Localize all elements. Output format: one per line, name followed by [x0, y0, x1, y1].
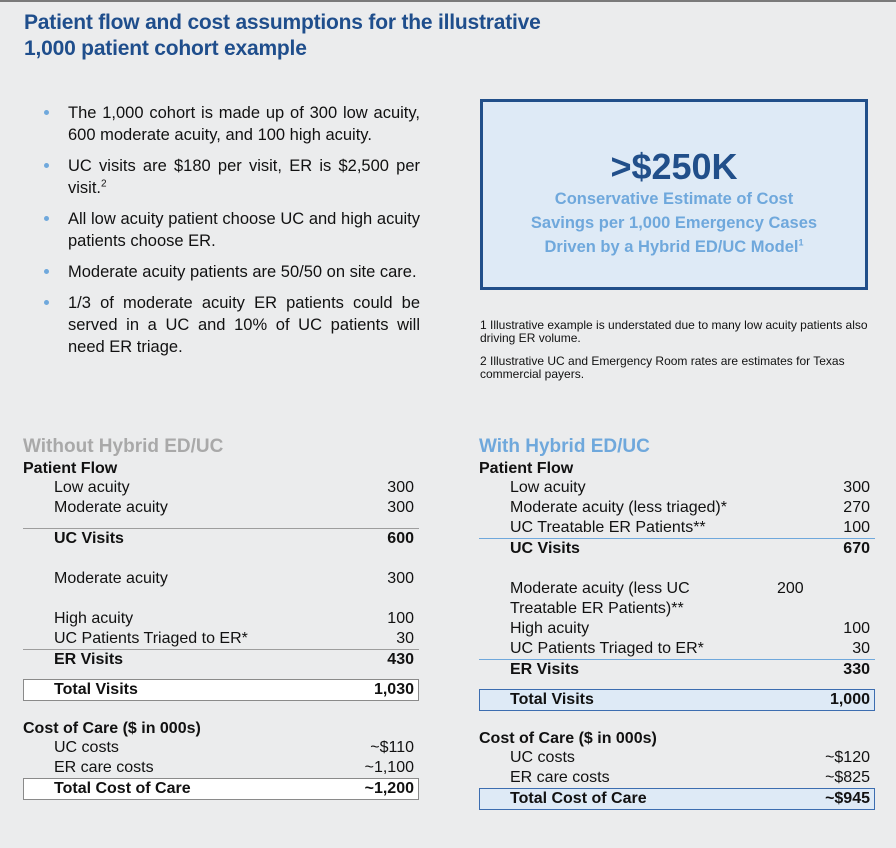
- row-value: ~1,100: [364, 759, 414, 776]
- bullet-icon: [44, 300, 49, 305]
- list-item: [38, 261, 420, 283]
- footnote-2: 2 Illustrative UC and Emergency Room rates are estimates for Texas commercial payers.: [480, 354, 845, 381]
- bullet-text: 1/3 of moderate acuity ER patients could be served in a UC and 10% of UC patients will need ER triage.: [68, 294, 420, 356]
- total-cost-row: [479, 788, 875, 810]
- row-label: Total Cost of Care: [54, 780, 191, 797]
- row-label: High acuity: [510, 620, 590, 637]
- savings-callout: [480, 99, 868, 290]
- bullet-text: All low acuity patient choose UC and high acuity patients choose ER.: [68, 210, 420, 250]
- total-cost-row: [23, 778, 419, 800]
- list-item: [38, 155, 420, 199]
- row-label: Low acuity: [54, 479, 130, 496]
- row-label: ER Visits: [54, 651, 124, 668]
- uc-visits-row: [23, 528, 419, 549]
- row-label: Moderate acuity (less UC Treatable ER Patients)**: [510, 580, 690, 617]
- bullet-text: Moderate acuity patients are 50/50 on site care.: [68, 263, 417, 281]
- cost-heading: Cost of Care ($ in 000s): [479, 730, 657, 747]
- footnote-ref: 2: [101, 178, 107, 190]
- cost-heading: Cost of Care ($ in 000s): [23, 720, 201, 737]
- row-value: 30: [852, 640, 870, 657]
- row-value: 200: [777, 580, 804, 597]
- footnote-1: 1 Illustrative example is understated due to many low acuity patients also driving ER volume.: [480, 318, 868, 345]
- row-label: Low acuity: [510, 479, 586, 496]
- row-label: Moderate acuity: [54, 570, 168, 587]
- table-row: [479, 478, 875, 498]
- page-title: [24, 10, 624, 62]
- row-value: ~$825: [825, 769, 870, 786]
- bullet-icon: [44, 216, 49, 221]
- row-label: Total Cost of Care: [510, 790, 647, 807]
- row-label: Moderate acuity (less triaged)*: [510, 499, 727, 516]
- row-value: 1,030: [373, 681, 414, 698]
- list-item: [38, 292, 420, 358]
- savings-desc-2: Savings per 1,000 Emergency Cases: [530, 214, 818, 232]
- table-row: [23, 569, 419, 589]
- row-label: UC Patients Triaged to ER*: [510, 640, 704, 657]
- uc-visits-row: [479, 538, 875, 559]
- row-label: UC Treatable ER Patients**: [510, 519, 706, 536]
- without-hybrid-panel: [23, 436, 419, 800]
- row-value: 100: [387, 610, 414, 627]
- row-value: 270: [843, 499, 870, 516]
- table-row: [23, 758, 419, 778]
- bullet-icon: [44, 110, 49, 115]
- row-value: 100: [843, 519, 870, 536]
- row-value: 300: [387, 570, 414, 587]
- row-value: ~$120: [825, 749, 870, 766]
- savings-desc-3: [483, 236, 865, 258]
- title-line-1: Patient flow and cost assumptions for the illustrative: [24, 11, 541, 34]
- patient-flow-heading: Patient Flow: [23, 460, 118, 477]
- table-row: [479, 619, 875, 639]
- list-item: [38, 102, 420, 146]
- row-value: 30: [396, 630, 414, 647]
- row-value: ~1,200: [364, 780, 414, 797]
- bullet-text: UC visits are $180 per visit, ER is $2,500 per visit.: [68, 157, 420, 197]
- row-label: UC Patients Triaged to ER*: [54, 630, 248, 647]
- row-label: Total Visits: [510, 691, 594, 708]
- total-visits-row: [23, 679, 419, 701]
- panel-title: With Hybrid ED/UC: [479, 436, 650, 457]
- table-row: [23, 498, 419, 518]
- footnotes: [480, 319, 880, 391]
- row-label: UC costs: [510, 749, 575, 766]
- er-visits-row: [479, 659, 875, 680]
- top-rule: [0, 0, 896, 2]
- row-value: ~$945: [825, 790, 870, 807]
- table-row: [479, 518, 875, 538]
- bullet-icon: [44, 163, 49, 168]
- patient-flow-heading: Patient Flow: [479, 460, 574, 477]
- footnote-ref: 1: [798, 237, 804, 248]
- row-value: 430: [387, 651, 414, 668]
- panel-title: Without Hybrid ED/UC: [23, 436, 224, 457]
- row-value: 1,000: [829, 691, 870, 708]
- title-line-2: 1,000 patient cohort example: [24, 37, 307, 60]
- row-label: Moderate acuity: [54, 499, 168, 516]
- list-item: [38, 208, 420, 252]
- row-value: ~$110: [370, 739, 414, 756]
- table-row: [23, 629, 419, 649]
- row-label: ER care costs: [54, 759, 154, 776]
- table-row: [479, 639, 875, 659]
- row-value: 300: [387, 499, 414, 516]
- savings-desc-3-text: Driven by a Hybrid ED/UC Model: [544, 238, 799, 256]
- with-hybrid-panel: [479, 436, 875, 810]
- row-label: UC costs: [54, 739, 119, 756]
- table-row: [23, 478, 419, 498]
- row-label: ER care costs: [510, 769, 610, 786]
- row-value: 670: [843, 540, 870, 557]
- row-value: 300: [387, 479, 414, 496]
- table-row: [479, 498, 875, 518]
- row-value: 600: [387, 530, 414, 547]
- table-row: [23, 609, 419, 629]
- row-label: UC Visits: [510, 540, 580, 557]
- table-row: [479, 748, 875, 768]
- savings-desc-1: Conservative Estimate of Cost: [554, 190, 794, 208]
- row-label: High acuity: [54, 610, 134, 627]
- table-row: [479, 579, 875, 619]
- assumptions-list: [38, 102, 420, 367]
- row-value: 330: [843, 661, 870, 678]
- row-value: 300: [843, 479, 870, 496]
- row-value: 100: [843, 620, 870, 637]
- er-visits-row: [23, 649, 419, 670]
- row-label: UC Visits: [54, 530, 124, 547]
- total-visits-row: [479, 689, 875, 711]
- row-label: ER Visits: [510, 661, 580, 678]
- bullet-icon: [44, 269, 49, 274]
- savings-headline: >$250K: [610, 146, 738, 187]
- row-label: Total Visits: [54, 681, 138, 698]
- table-row: [23, 738, 419, 758]
- table-row: [479, 768, 875, 788]
- bullet-text: The 1,000 cohort is made up of 300 low acuity, 600 moderate acuity, and 100 high acuity.: [68, 104, 420, 144]
